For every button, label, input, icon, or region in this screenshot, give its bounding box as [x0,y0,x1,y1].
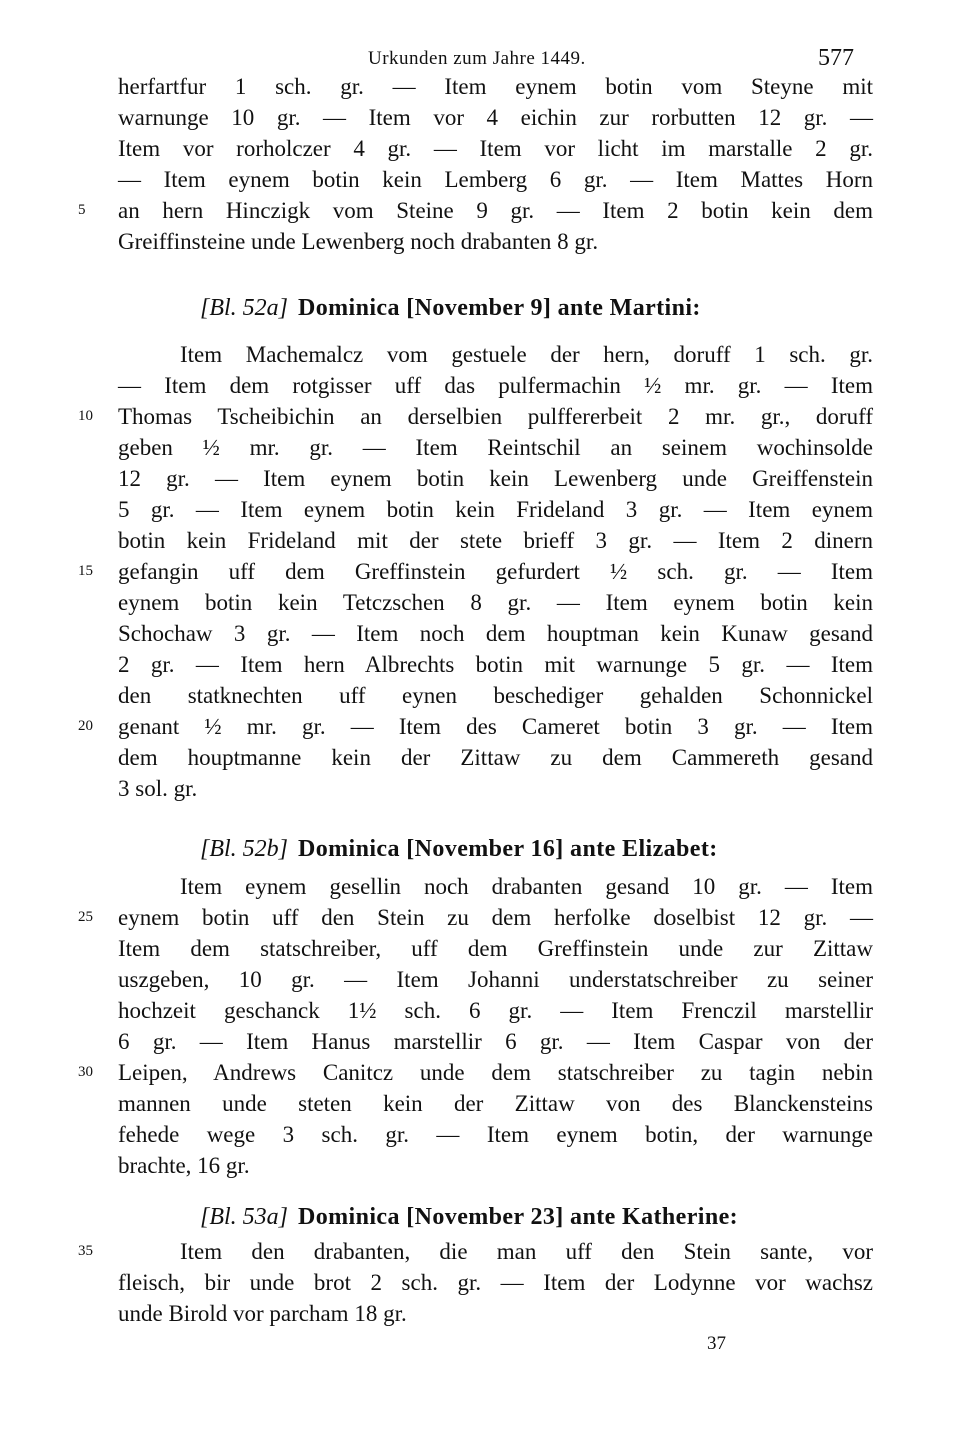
section-heading [200,832,718,866]
line-number: 20 [78,718,93,734]
text-line: unde Birold vor parcham 18 gr. [118,1301,407,1326]
line-number: 30 [78,1064,93,1080]
text-line: eynem botin kein Tetczschen 8 gr. — Item eynem botin kein [118,590,873,615]
section-title: Dominica [November 16] ante Elizabet: [298,836,718,862]
text-line: warnunge 10 gr. — Item vor 4 eichin zur rorbutten 12 gr. — [118,105,873,130]
section-title: Dominica [November 9] ante Martini: [298,295,701,321]
folio-reference: [Bl. 52b] [200,836,289,862]
section-heading [200,291,701,325]
text-line: geben ½ mr. gr. — Item Reintschil an seinem wochinsolde [118,435,873,460]
text-line: brachte, 16 gr. [118,1153,250,1178]
text-line: Item vor rorholczer 4 gr. — Item vor licht im marstalle 2 gr. [118,136,873,161]
line-number: 10 [78,408,93,424]
text-line: Item dem statschreiber, uff dem Greffinstein unde zur Zittaw [118,936,873,961]
text-line: Greiffinsteine unde Lewenberg noch drabanten 8 gr. [118,229,599,254]
text-line: botin kein Frideland mit der stete brieff 3 gr. — Item 2 dinern [118,528,873,553]
text-line: Item Machemalcz vom gestuele der hern, doruff 1 sch. gr. [180,342,873,367]
text-line: 3 sol. gr. [118,776,198,801]
text-line: genant ½ mr. gr. — Item des Cameret botin 3 gr. — Item [118,714,873,739]
folio-reference: [Bl. 53a] [200,1204,289,1230]
signature-mark: 37 [707,1333,726,1354]
running-head: Urkunden zum Jahre 1449. [368,48,586,69]
text-line: Leipen, Andrews Canitcz unde dem statschreiber zu tagin nebin [118,1060,873,1085]
text-line: eynem botin uff den Stein zu dem herfolke doselbist 12 gr. — [118,905,873,930]
line-number: 35 [78,1243,93,1259]
text-line: an hern Hinczigk vom Steine 9 gr. — Item 2 botin kein dem [118,198,873,223]
text-line: herfartfur 1 sch. gr. — Item eynem botin vom Steyne mit [118,74,873,99]
line-number: 15 [78,563,93,579]
text-line: Item den drabanten, die man uff den Stein sante, vor [180,1239,873,1264]
section-heading [200,1200,738,1234]
text-line: Thomas Tscheibichin an derselbien pulffererbeit 2 mr. gr., doruff [118,404,873,429]
line-number: 5 [78,202,86,218]
text-line: fleisch, bir unde brot 2 sch. gr. — Item der Lodynne vor wachsz [118,1270,873,1295]
text-line: uszgeben, 10 gr. — Item Johanni understatschreiber zu seiner [118,967,873,992]
text-line: hochzeit geschanck 1½ sch. 6 gr. — Item Frenczil marstellir [118,998,873,1023]
text-line: 6 gr. — Item Hanus marstellir 6 gr. — Item Caspar von der [118,1029,873,1054]
text-line: 12 gr. — Item eynem botin kein Lewenberg unde Greiffenstein [118,466,873,491]
text-line: dem houptmanne kein der Zittaw zu dem Cammereth gesand [118,745,873,770]
text-line: fehede wege 3 sch. gr. — Item eynem botin, der warnunge [118,1122,873,1147]
text-line: — Item eynem botin kein Lemberg 6 gr. — Item Mattes Horn [118,167,873,192]
text-line: 2 gr. — Item hern Albrechts botin mit warnunge 5 gr. — Item [118,652,873,677]
text-line: 5 gr. — Item eynem botin kein Frideland 3 gr. — Item eynem [118,497,873,522]
line-number: 25 [78,909,93,925]
page-number: 577 [818,45,854,71]
text-line: Item eynem gesellin noch drabanten gesand 10 gr. — Item [180,874,873,899]
text-line: den statknechten uff eynen beschediger gehalden Schonnickel [118,683,873,708]
folio-reference: [Bl. 52a] [200,295,289,321]
text-line: mannen unde steten kein der Zittaw von des Blanckensteins [118,1091,873,1116]
text-line: Schochaw 3 gr. — Item noch dem houptman kein Kunaw gesand [118,621,873,646]
section-title: Dominica [November 23] ante Katherine: [298,1204,739,1230]
text-line: — Item dem rotgisser uff das pulfermachin ½ mr. gr. — Item [118,373,873,398]
text-line: gefangin uff dem Greffinstein gefurdert ½ sch. gr. — Item [118,559,873,584]
